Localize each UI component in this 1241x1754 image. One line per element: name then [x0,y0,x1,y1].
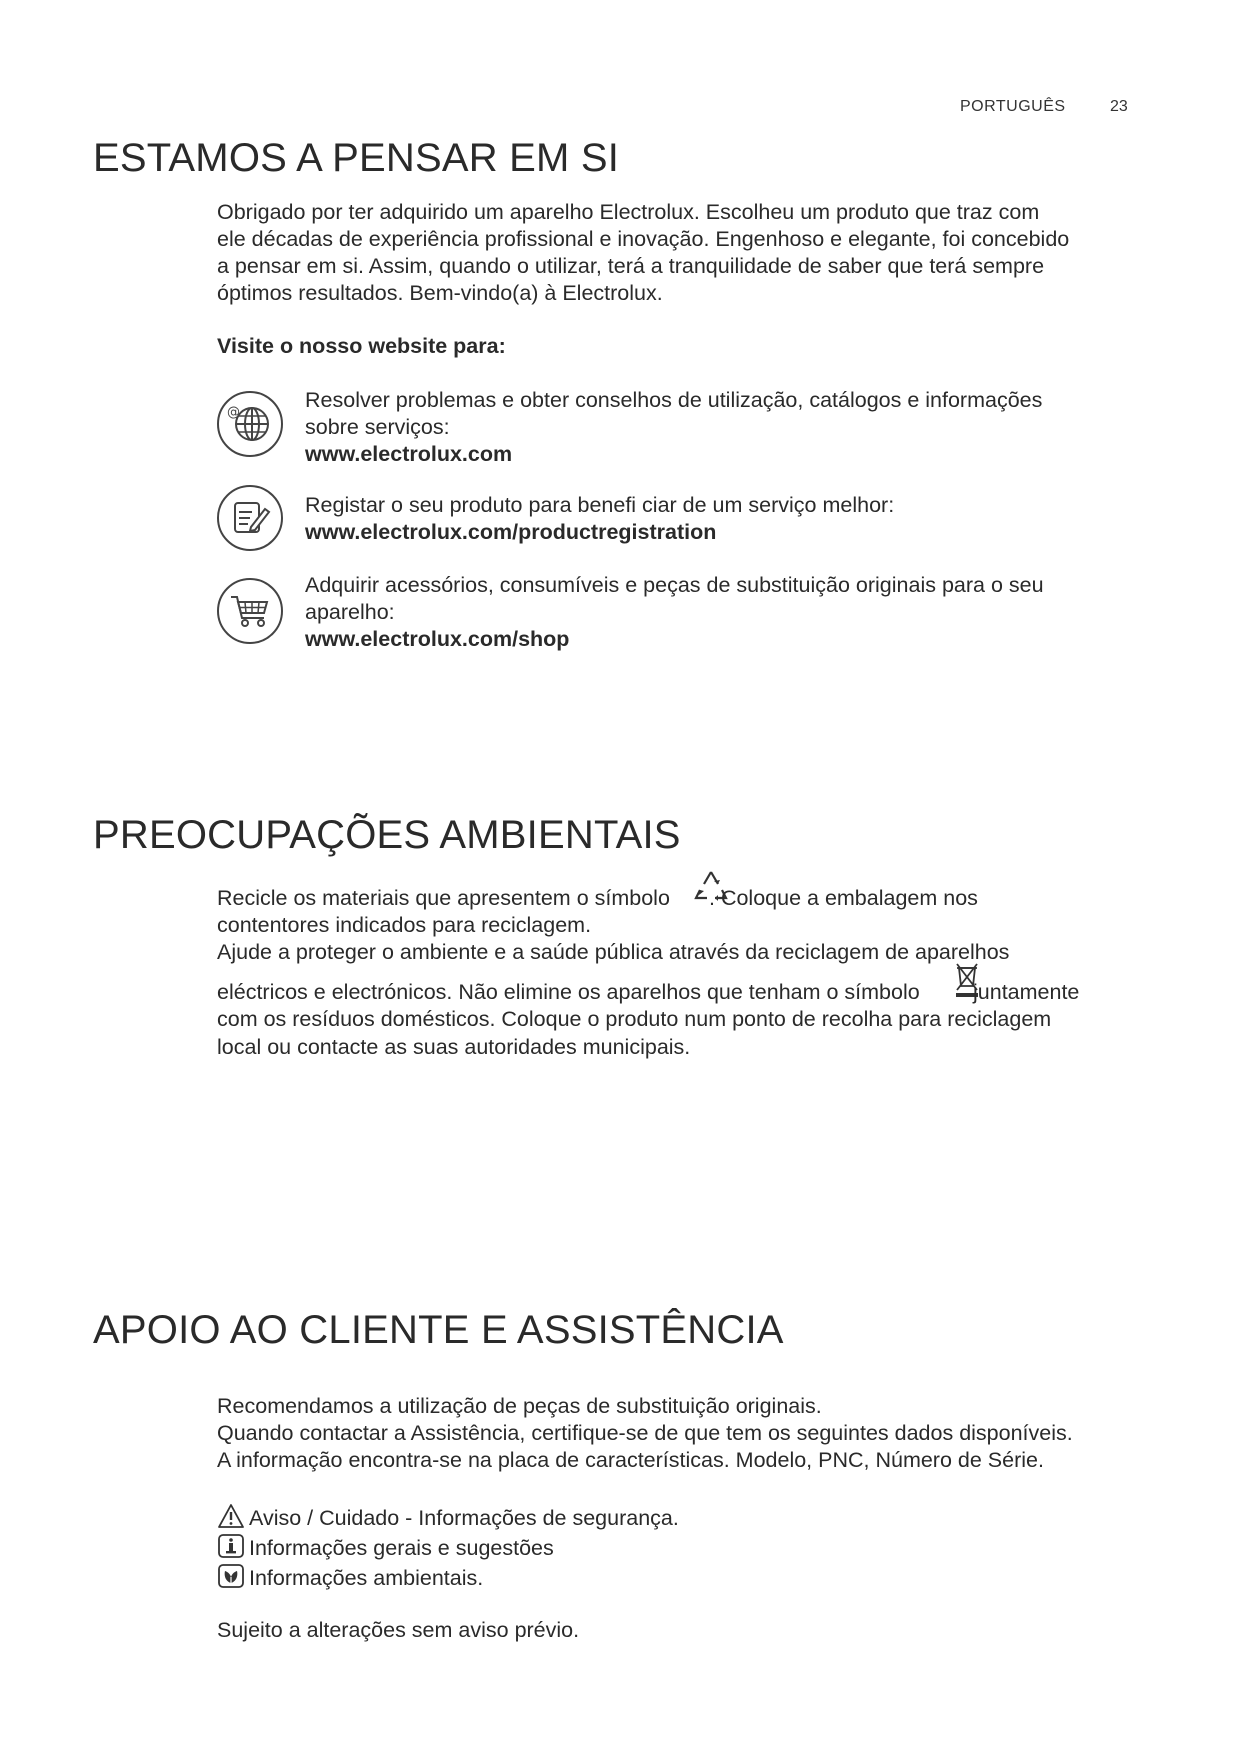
website-item-text: sobre serviços: [305,415,450,439]
environment-line: eléctricos e electrónicos. Não elimine os aparelhos que tenham o símbolo [217,980,920,1004]
intro-line: ele décadas de experiência profissional e inovação. Engenhoso e elegante, foi concebido [217,227,1070,251]
shop-link[interactable]: www.electrolux.com/shop [305,627,570,651]
legend-item-environment [217,1563,483,1591]
intro-line: Obrigado por ter adquirido um aparelho Electrolux. Escolheu um produto que traz com [217,200,1040,224]
environment-line: local ou contacte as suas autoridades municipais. [217,1035,691,1059]
legend-text: Aviso / Cuidado - Informações de segurança. [249,1506,679,1530]
environment-line: com os resíduos domésticos. Coloque o produto num ponto de recolha para reciclagem [217,1007,1052,1031]
product-registration-link[interactable]: www.electrolux.com/productregistration [305,520,717,544]
support-line: Quando contactar a Assistência, certifique-se de que tem os seguintes dados disponíveis. [217,1421,1073,1445]
shopping-cart-icon [217,578,283,644]
environment-line: juntamente [973,980,1080,1004]
website-item [305,572,1044,653]
website-item-text: aparelho: [305,600,395,624]
environment-line: Ajude a proteger o ambiente e a saúde pública através da reciclagem de aparelhos [217,940,1010,964]
warning-icon [217,1503,245,1527]
website-item [305,492,894,546]
environment-icon [217,1563,245,1587]
section-title-environment: PREOCUPAÇÕES AMBIENTAIS [93,813,681,857]
visit-website-label: Visite o nosso website para: [217,334,506,358]
register-icon [217,485,283,551]
footer-note: Sujeito a alterações sem aviso prévio. [217,1618,580,1642]
environment-line: . Coloque a embalagem nos [709,886,978,910]
website-item [305,387,1042,468]
globe-icon [217,391,283,457]
support-paragraph [217,1393,1073,1474]
legend-item-info [217,1533,554,1561]
section-title-customer-support: APOIO AO CLIENTE E ASSISTÊNCIA [93,1308,784,1352]
environment-line: Recicle os materiais que apresentem o símbolo [217,886,670,910]
legend-text: Informações ambientais. [249,1566,484,1590]
section-title-thinking-of-you: ESTAMOS A PENSAR EM SI [93,136,620,180]
header-language: PORTUGUÊS [960,98,1066,115]
environment-line: contentores indicados para reciclagem. [217,913,592,937]
electrolux-link[interactable]: www.electrolux.com [305,442,513,466]
intro-paragraph [217,199,1069,307]
intro-line: a pensar em si. Assim, quando o utilizar, terá a tranquilidade de saber que terá sempre [217,254,1045,278]
page-number: 23 [1110,98,1128,115]
legend-text: Informações gerais e sugestões [249,1536,554,1560]
website-item-text: Adquirir acessórios, consumíveis e peças de substituição originais para o seu [305,573,1044,597]
website-item-text: Resolver problemas e obter conselhos de utilização, catálogos e informações [305,388,1043,412]
intro-line: óptimos resultados. Bem-vindo(a) à Electrolux. [217,281,663,305]
legend-item-warning [217,1503,679,1531]
website-item-text: Registar o seu produto para benefi ciar de um serviço melhor: [305,493,895,517]
svg-text:@: @ [227,405,240,420]
info-icon [217,1533,245,1557]
support-line: A informação encontra-se na placa de características. Modelo, PNC, Número de Série. [217,1448,1044,1472]
support-line: Recomendamos a utilização de peças de substituição originais. [217,1394,822,1418]
